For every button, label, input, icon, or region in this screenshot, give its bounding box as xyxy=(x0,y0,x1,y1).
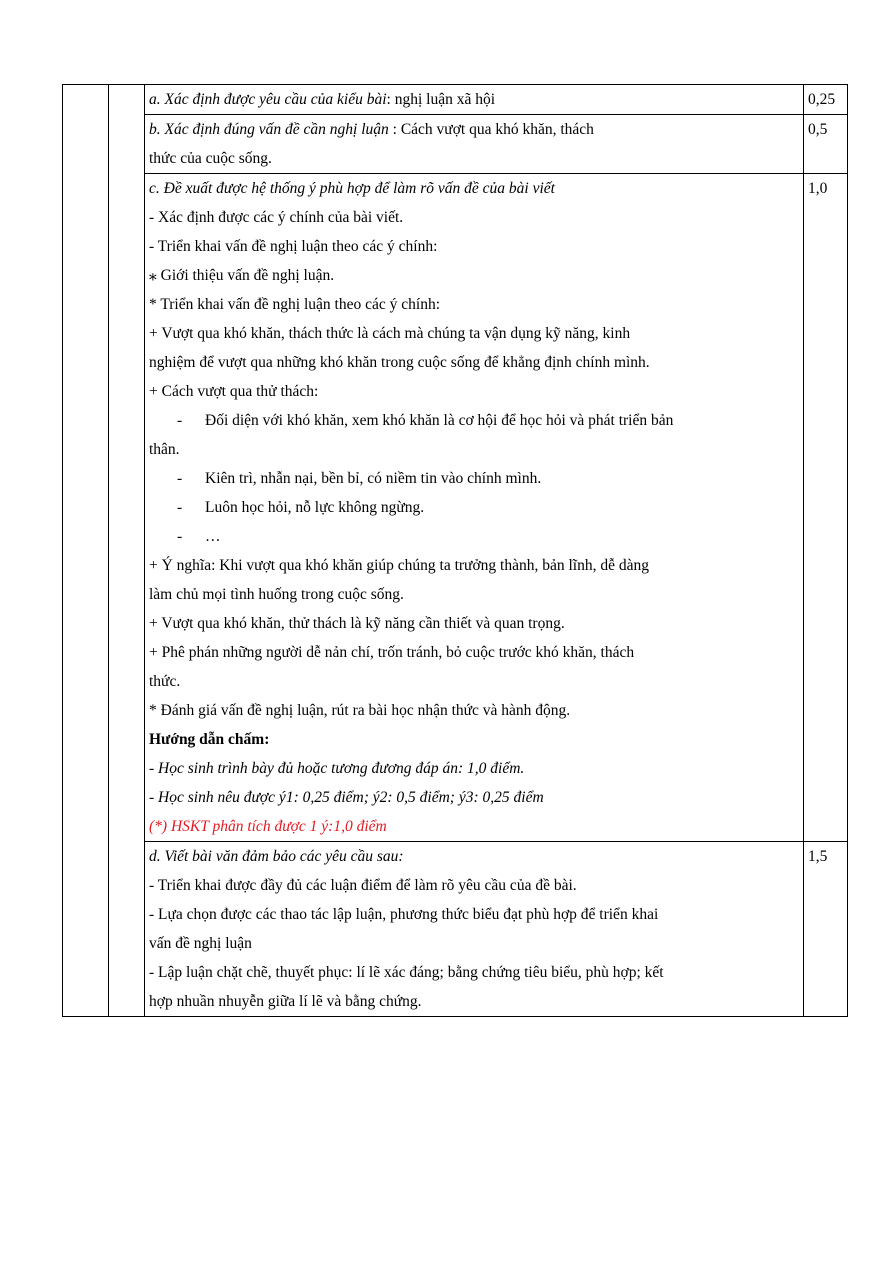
grading-guide-line: - Học sinh trình bày đủ hoặc tương đương đáp án: 1,0 điểm. xyxy=(149,760,525,777)
table-row xyxy=(63,842,848,1017)
criterion-cell-b xyxy=(145,115,804,174)
text-line: + Phê phán những người dễ nản chí, trốn tránh, bỏ cuộc trước khó khăn, thách xyxy=(149,644,635,661)
criterion-cell-a xyxy=(145,85,804,115)
text-line: - Lập luận chặt chẽ, thuyết phục: lí lẽ xác đáng; bằng chứng tiêu biểu, phù hợp; kết xyxy=(149,964,664,981)
text-line: * Triển khai vấn đề nghị luận theo các ý chính: xyxy=(149,296,440,313)
text-line: làm chủ mọi tình huống trong cuộc sống. xyxy=(149,586,404,603)
table-row xyxy=(63,115,848,174)
criterion-b-text: : Cách vượt qua khó khăn, thách xyxy=(388,121,594,138)
list-item-text: Luôn học hỏi, nỗ lực không ngừng. xyxy=(205,499,425,516)
score-cell-c: 1,0 xyxy=(804,174,848,842)
part-column xyxy=(109,85,145,1017)
text-line: - Triển khai được đầy đủ các luận điểm để làm rõ yêu cầu của đề bài. xyxy=(149,877,577,894)
score-cell-b: 0,5 xyxy=(804,115,848,174)
text-line: * Đánh giá vấn đề nghị luận, rút ra bài học nhận thức và hành động. xyxy=(149,702,571,719)
grading-guide-note: (*) HSKT phân tích được 1 ý:1,0 điểm xyxy=(149,818,387,835)
criterion-c-title: c. Đề xuất được hệ thống ý phù hợp để làm rõ vấn đề của bài viết xyxy=(149,180,555,197)
text-line: vấn đề nghị luận xyxy=(149,935,252,952)
dash-mark: - xyxy=(177,470,183,487)
dash-mark: - xyxy=(177,412,183,429)
text-line: + Vượt qua khó khăn, thách thức là cách mà chúng ta vận dụng kỹ năng, kinh xyxy=(149,325,631,342)
grading-table xyxy=(62,84,848,1017)
text-line: - Triển khai vấn đề nghị luận theo các ý chính: xyxy=(149,238,438,255)
section-column xyxy=(63,85,109,1017)
text-line: - Xác định được các ý chính của bài viết. xyxy=(149,209,404,226)
score-cell-a: 0,25 xyxy=(804,85,848,115)
table-row xyxy=(63,85,848,115)
list-item xyxy=(149,406,799,435)
text-line: hợp nhuần nhuyễn giữa lí lẽ và bằng chứng. xyxy=(149,993,422,1010)
table-row xyxy=(63,174,848,842)
criterion-a-title: a. Xác định được yêu cầu của kiểu bài xyxy=(149,91,387,108)
list-item xyxy=(149,464,799,493)
list-item-text: Đối diện với khó khăn, xem khó khăn là cơ hội để học hỏi và phát triển bản xyxy=(205,412,674,429)
text-line: + Cách vượt qua thử thách: xyxy=(149,383,319,400)
criterion-cell-c xyxy=(145,174,804,842)
text-line: + Vượt qua khó khăn, thử thách là kỹ năng cần thiết và quan trọng. xyxy=(149,615,565,632)
score-cell-d: 1,5 xyxy=(804,842,848,1017)
list-item-text-cont: thân. xyxy=(149,441,180,458)
list-item xyxy=(149,522,799,551)
grading-guide-title: Hướng dẫn chấm: xyxy=(149,731,270,748)
text-line: - Lựa chọn được các thao tác lập luận, phương thức biểu đạt phù hợp để triển khai xyxy=(149,906,659,923)
criterion-cell-d xyxy=(145,842,804,1017)
dash-mark: - xyxy=(177,528,183,545)
list-item-text: … xyxy=(205,528,221,545)
text-line: ⁎ Giới thiệu vấn đề nghị luận. xyxy=(149,267,335,284)
list-item-text: Kiên trì, nhẫn nại, bền bỉ, có niềm tin vào chính mình. xyxy=(205,470,542,487)
criterion-b-text-cont: thức của cuộc sống. xyxy=(149,150,272,167)
list-item xyxy=(149,493,799,522)
text-line: thức. xyxy=(149,673,181,690)
text-line: + Ý nghĩa: Khi vượt qua khó khăn giúp chúng ta trưởng thành, bản lĩnh, dễ dàng xyxy=(149,557,649,574)
criterion-a-text: : nghị luận xã hội xyxy=(386,91,496,108)
text-line: nghiệm để vượt qua những khó khăn trong cuộc sống để khẳng định chính mình. xyxy=(149,354,650,371)
dash-mark: - xyxy=(177,499,183,516)
criterion-d-title: d. Viết bài văn đảm bảo các yêu cầu sau: xyxy=(149,848,404,865)
criterion-b-title: b. Xác định đúng vấn đề cần nghị luận xyxy=(149,121,389,138)
grading-guide-line: - Học sinh nêu được ý1: 0,25 điểm; ý2: 0,5 điểm; ý3: 0,25 điểm xyxy=(149,789,544,806)
